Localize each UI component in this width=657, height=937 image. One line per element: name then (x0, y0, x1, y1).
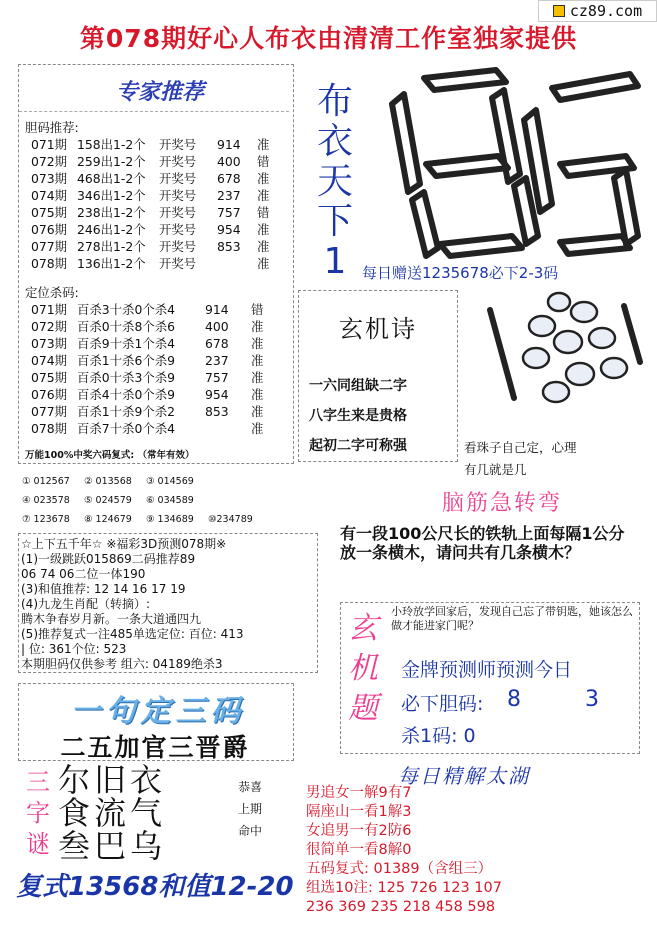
combo-item: ⑤ 024579 (84, 495, 132, 506)
dan-issue: 073期 (31, 171, 68, 186)
riddle-side-line: 命中 (237, 824, 262, 838)
dan-pick: 158出1-2个 (77, 137, 146, 152)
dan-row (31, 204, 277, 221)
dan-draw-label: 开奖号 (159, 222, 197, 237)
combo-row (22, 472, 292, 491)
riddle-line: 尔旧衣 (58, 761, 167, 799)
dan-draw-label: 开奖号 (159, 154, 197, 169)
daily-gift: 每日赠送1235678必下2-3码 (362, 264, 559, 282)
page-title: 第078期好心人布衣由清清工作室独家提供 (79, 24, 578, 53)
kill-result: 准 (251, 370, 264, 385)
kill-issue: 072期 (31, 319, 68, 334)
dan-issue: 072期 (31, 154, 68, 169)
dan-draw-number: 757 (217, 205, 241, 220)
dan-row (31, 170, 277, 187)
dan-issue: 074期 (31, 188, 68, 203)
dan-result: 准 (257, 188, 270, 203)
must-dan-label: 必下胆码: (401, 693, 484, 715)
xuanji-question: 小玲放学回家后，发现自己忘了带钥匙，她该怎么做才能进家门呢？ (391, 605, 633, 632)
one-sentence-text: 二五加官三晋爵 (60, 733, 250, 762)
kill-result: 准 (251, 387, 264, 402)
kill-issue: 071期 (31, 302, 68, 317)
dan-row (31, 238, 277, 255)
dan-draw-label: 开奖号 (159, 205, 197, 220)
poem-lines (309, 371, 459, 461)
combo-item: ⑧ 124679 (84, 514, 132, 525)
riddle-vertical-label (18, 767, 58, 863)
dan-pick: 246出1-2个 (77, 222, 146, 237)
xuanji-vertical-char: 玄 (348, 611, 378, 646)
kill-draw-number: 678 (205, 336, 229, 351)
dan-draw-number: 954 (217, 222, 241, 237)
combo-item: ④ 023578 (22, 495, 70, 506)
riddle-line: 叁巴乌 (58, 827, 167, 865)
buyi-vertical-char: 布 (316, 81, 353, 122)
dan-pick: 136出1-2个 (77, 256, 146, 271)
combo-item: ⑦ 123678 (22, 514, 70, 525)
taihu-line: 隔座山一看1解3 (306, 804, 412, 820)
must-dan-b: 3 (585, 687, 599, 712)
dan-table (31, 136, 277, 272)
dan-issue: 075期 (31, 205, 68, 220)
kill-pick: 百杀3十杀0个杀4 (77, 302, 175, 317)
kill-issue: 078期 (31, 421, 68, 436)
buyi-vertical-text (312, 82, 358, 282)
combo-title: 万能100%中奖六码复式: （常年有效） (25, 450, 195, 461)
dan-issue: 078期 (31, 256, 68, 271)
forecast-panel (18, 533, 318, 673)
kill-pick: 百杀7十杀0个杀4 (77, 421, 175, 436)
poem-note-1: 看珠子自己定，心理 (464, 440, 577, 455)
forecast-line: 本期胆码仅供参考 组六: 04189绝杀3 (21, 657, 223, 671)
dan-row (31, 221, 277, 238)
one-sentence-panel (18, 683, 294, 761)
kill-draw-number: 757 (205, 370, 229, 385)
kill-row (31, 420, 271, 437)
dan-result: 准 (257, 256, 270, 271)
buyi-vertical-char: 1 (323, 241, 347, 282)
dan-result: 准 (257, 239, 270, 254)
combo-item: ③ 014569 (146, 476, 194, 487)
dan-label: 胆码推荐: (25, 120, 79, 135)
taihu-line: 男追女一解9有7 (306, 785, 412, 801)
poem-header: 玄机诗 (339, 315, 417, 343)
kill-draw-number: 853 (205, 404, 229, 419)
dan-draw-label: 开奖号 (159, 239, 197, 254)
dan-issue: 077期 (31, 239, 68, 254)
big-digits-icon (364, 64, 649, 262)
dan-result: 准 (257, 171, 270, 186)
kill-draw-number: 954 (205, 387, 229, 402)
dan-pick: 468出1-2个 (77, 171, 146, 186)
buyi-vertical-char: 天 (316, 161, 353, 202)
xuanji-vertical-label (343, 609, 383, 729)
kill-draw-number: 237 (205, 353, 229, 368)
kill-pick: 百杀0十杀8个杀6 (77, 319, 175, 334)
dan-row (31, 255, 277, 272)
taihu-line: 五码复式: 01389（含组三） (306, 861, 493, 877)
forecast-heading: ☆上下五千年☆ ※福彩3D预测078期※ (21, 537, 227, 551)
kill-draw-number: 400 (205, 319, 229, 334)
dan-result: 准 (257, 137, 270, 152)
riddle-side-line: 恭喜 (237, 780, 262, 794)
riddle-side-line: 上期 (237, 802, 262, 816)
taihu-line: 很简单一看8解0 (306, 842, 412, 858)
kill-row (31, 369, 271, 386)
dan-draw-number: 678 (217, 171, 241, 186)
dan-draw-label: 开奖号 (159, 188, 197, 203)
coins-graphic (464, 288, 650, 438)
dan-draw-number: 237 (217, 188, 241, 203)
kill-result: 准 (251, 404, 264, 419)
kill-pick: 百杀1十杀6个杀9 (77, 353, 175, 368)
kill-row (31, 335, 271, 352)
kill-pick: 百杀0十杀3个杀9 (77, 370, 175, 385)
dan-row (31, 187, 277, 204)
dan-draw-number: 853 (217, 239, 241, 254)
poem-panel (298, 290, 458, 462)
forecast-lines (21, 552, 244, 672)
riddle-vertical-char: 字 (26, 799, 50, 827)
kill-row (31, 301, 271, 318)
xuanji-vertical-char: 题 (348, 691, 378, 726)
poem-line: 一六同组缺二字 (309, 378, 407, 394)
kill-row (31, 386, 271, 403)
kill-issue: 076期 (31, 387, 68, 402)
kill-pick: 百杀9十杀1个杀4 (77, 336, 175, 351)
combo-item: ① 012567 (22, 476, 70, 487)
dan-draw-label: 开奖号 (159, 256, 197, 271)
taihu-lines (306, 784, 646, 917)
dan-pick: 278出1-2个 (77, 239, 146, 254)
dan-pick: 238出1-2个 (77, 205, 146, 220)
taihu-line: 236 369 235 218 458 598 (306, 899, 496, 915)
dan-result: 错 (257, 154, 270, 169)
kill-result: 错 (251, 302, 264, 317)
logo-icon (553, 5, 565, 17)
xuanji-vertical-char: 机 (348, 651, 378, 686)
dan-issue: 076期 (31, 222, 68, 237)
dan-draw-label: 开奖号 (159, 137, 197, 152)
kill-pick: 百杀4十杀0个杀9 (77, 387, 175, 402)
combo-item: ⑥ 034589 (146, 495, 194, 506)
kill-table (31, 301, 271, 437)
dan-result: 准 (257, 222, 270, 237)
combo-row (22, 491, 292, 510)
xuanji-panel (340, 602, 640, 754)
taihu-line: 组选10注: 125 726 123 107 (306, 880, 502, 896)
forecast-line: (5)推荐复式一注485单选定位: 百位: 413 (21, 627, 244, 641)
kill-row (31, 352, 271, 369)
kill-one: 杀1码: 0 (401, 725, 476, 747)
taihu-header: 每日精解太湖 (398, 764, 530, 788)
kill-issue: 074期 (31, 353, 68, 368)
combo-row (22, 510, 292, 529)
kill-result: 准 (251, 336, 264, 351)
riddle-lines (58, 761, 220, 865)
kill-result: 准 (251, 421, 264, 436)
forecast-line: (4)九龙生肖配（转摘）: (21, 597, 151, 611)
poem-line: 八字生来是贵格 (309, 408, 407, 424)
must-dan-a: 8 (507, 687, 521, 712)
kill-label: 定位杀码: (25, 285, 79, 300)
watermark-badge (538, 0, 657, 22)
forecast-line: (1)一级跳跃015869二码推荐89 (21, 552, 196, 566)
dan-draw-number: 400 (217, 154, 241, 169)
buyi-vertical-char: 衣 (316, 121, 353, 162)
buyi-vertical-char: 下 (316, 201, 353, 242)
dan-draw-number: 914 (217, 137, 241, 152)
taihu-line: 女追男一有2防6 (306, 823, 412, 839)
combo-item: ⑩234789 (208, 514, 253, 525)
kill-result: 准 (251, 353, 264, 368)
kill-draw-number: 914 (205, 302, 229, 317)
forecast-line: (3)和值推荐: 12 14 16 17 19 (21, 582, 186, 596)
dan-pick: 346出1-2个 (77, 188, 146, 203)
kill-row (31, 403, 271, 420)
big-86-graphic (364, 64, 649, 262)
kill-issue: 073期 (31, 336, 68, 351)
divider (19, 111, 289, 112)
forecast-line: 06 74 06二位一体190 (21, 567, 146, 581)
watermark-text: cz89.com (569, 2, 643, 20)
dan-draw-label: 开奖号 (159, 171, 197, 186)
combo-list (22, 472, 292, 529)
kill-issue: 077期 (31, 404, 68, 419)
riddle-vertical-char: 谜 (26, 830, 50, 858)
kill-pick: 百杀1十杀9个杀2 (77, 404, 175, 419)
riddle-vertical-char: 三 (26, 768, 50, 796)
dan-result: 错 (257, 205, 270, 220)
one-sentence-header: 一句定三码 (70, 694, 246, 729)
bottom-left-text: 复式13568和值12-20 (16, 872, 294, 902)
forecast-line: | 位: 361个位: 523 (21, 642, 127, 656)
kill-result: 准 (251, 319, 264, 334)
poem-line: 起初二字可称强 (309, 438, 407, 454)
brain-header: 脑筋急转弯 (441, 491, 562, 516)
poem-note-2: 有几就是几 (464, 462, 527, 477)
expert-header: 专家推荐 (115, 80, 204, 105)
gold-forecaster: 金牌预测师预测今日 (401, 659, 573, 681)
combo-item: ② 013568 (84, 476, 132, 487)
dan-issue: 071期 (31, 137, 68, 152)
forecast-line: 腾木争春岁月新。一条大道通四九 (21, 612, 202, 626)
dan-pick: 259出1-2个 (77, 154, 146, 169)
coins-icon (464, 288, 650, 438)
dan-row (31, 153, 277, 170)
riddle-side-note (232, 776, 268, 842)
dan-row (31, 136, 277, 153)
riddle-line: 食流气 (58, 794, 167, 832)
brain-question: 有一段100公尺长的铁轨上面每隔1公分放一条横木，请问共有几条横木？ (340, 524, 625, 562)
combo-item: ⑨ 134689 (146, 514, 194, 525)
kill-issue: 075期 (31, 370, 68, 385)
kill-row (31, 318, 271, 335)
expert-panel (18, 64, 294, 464)
